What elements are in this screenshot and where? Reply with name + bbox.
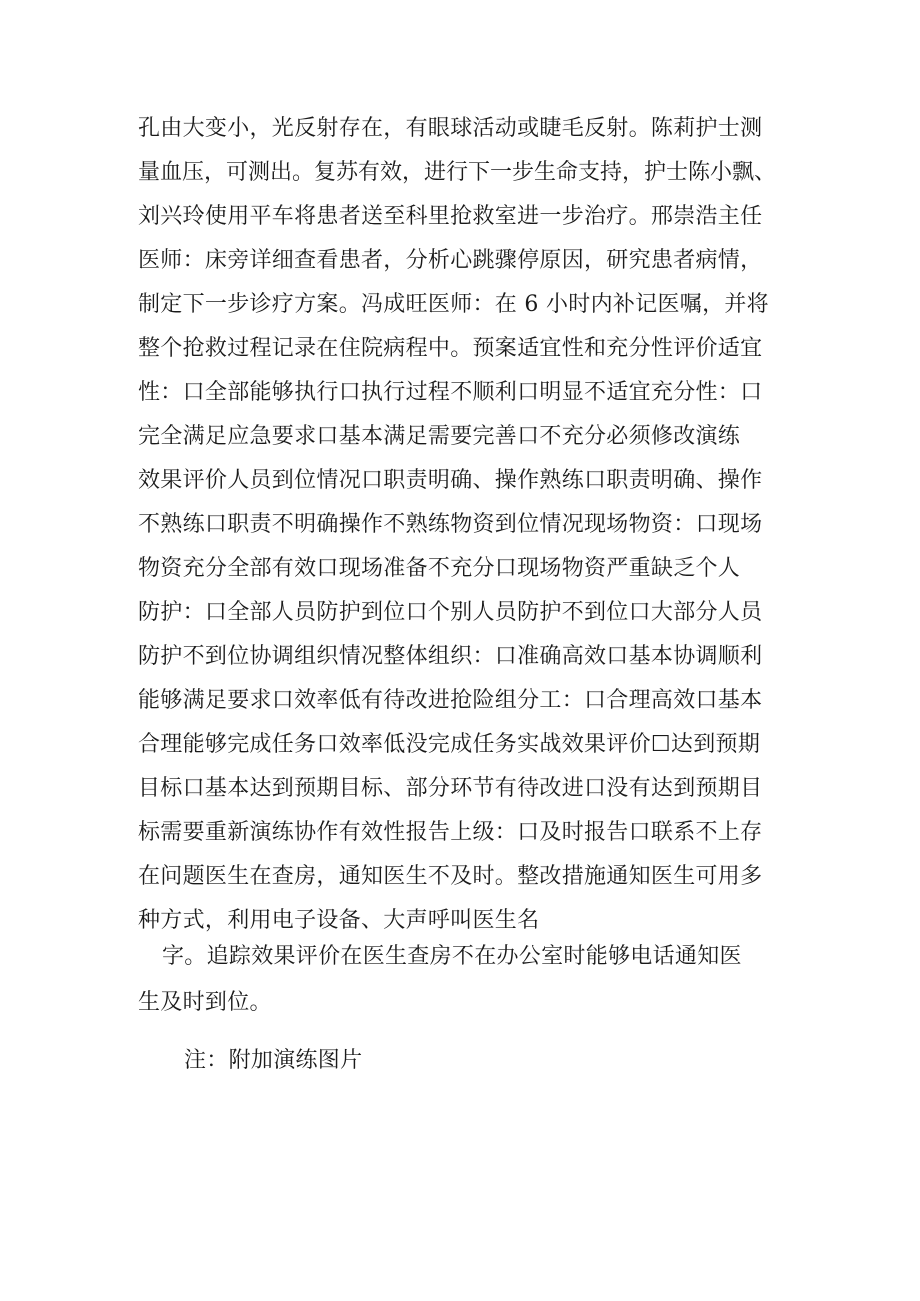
text-line: 防护：口全部人员防护到位口个别人员防护不到位口大部分人员 bbox=[138, 600, 763, 625]
note-line: 注：附加演练图片 bbox=[184, 1048, 363, 1073]
text-line: 目标口基本达到预期目标、部分环节有待改进口没有达到预期目 bbox=[138, 776, 763, 801]
text-line: 效果评价人员到位情况口职责明确、操作熟练口职责明确、操作 bbox=[138, 468, 763, 493]
text-line: 性：口全部能够执行口执行过程不顺利口明显不适宜充分性：口 bbox=[138, 380, 763, 405]
text-line: 整个抢救过程记录在住院病程中。预案适宜性和充分性评价适宜 bbox=[138, 336, 763, 361]
text-line: 制定下一步诊疗方案。冯成旺医师：在 6 小时内补记医嘱，并将 bbox=[138, 292, 769, 317]
text-line: 能够满足要求口效率低有待改进抢险组分工：口合理高效口基本 bbox=[138, 688, 763, 713]
text-line: 完全满足应急要求口基本满足需要完善口不充分必须修改演练 bbox=[138, 424, 741, 449]
text-line: 物资充分全部有效口现场准备不充分口现场物资严重缺乏个人 bbox=[138, 556, 741, 581]
text-line: 防护不到位协调组织情况整体组织：口准确高效口基本协调顺利 bbox=[138, 644, 763, 669]
text-line: 量血压，可测出。复苏有效，进行下一步生命支持，护士陈小飘、 bbox=[138, 160, 777, 185]
text-line: 不熟练口职责不明确操作不熟练物资到位情况现场物资：口现场 bbox=[138, 512, 763, 537]
text-line: 刘兴玲使用平车将患者送至科里抢救室进一步治疗。邢崇浩主任 bbox=[138, 204, 763, 229]
text-line: 孔由大变小，光反射存在，有眼球活动或睫毛反射。陈莉护士测 bbox=[138, 116, 763, 141]
text-line: 医师：床旁详细查看患者，分析心跳骤停原因，研究患者病情， bbox=[138, 248, 763, 273]
text-line: 在问题医生在查房，通知医生不及时。整改措施通知医生可用多 bbox=[138, 864, 763, 889]
text-line: 生及时到位。 bbox=[138, 990, 272, 1015]
text-line: 合理能够完成任务口效率低没完成任务实战效果评价☐达到预期 bbox=[138, 732, 761, 757]
text-line: 种方式，利用电子设备、大声呼叫医生名 bbox=[138, 908, 540, 933]
text-line: 字。追踪效果评价在医生查房不在办公室时能够电话通知医 bbox=[162, 944, 742, 969]
text-line: 标需要重新演练协作有效性报告上级：口及时报告口联系不上存 bbox=[138, 820, 763, 845]
